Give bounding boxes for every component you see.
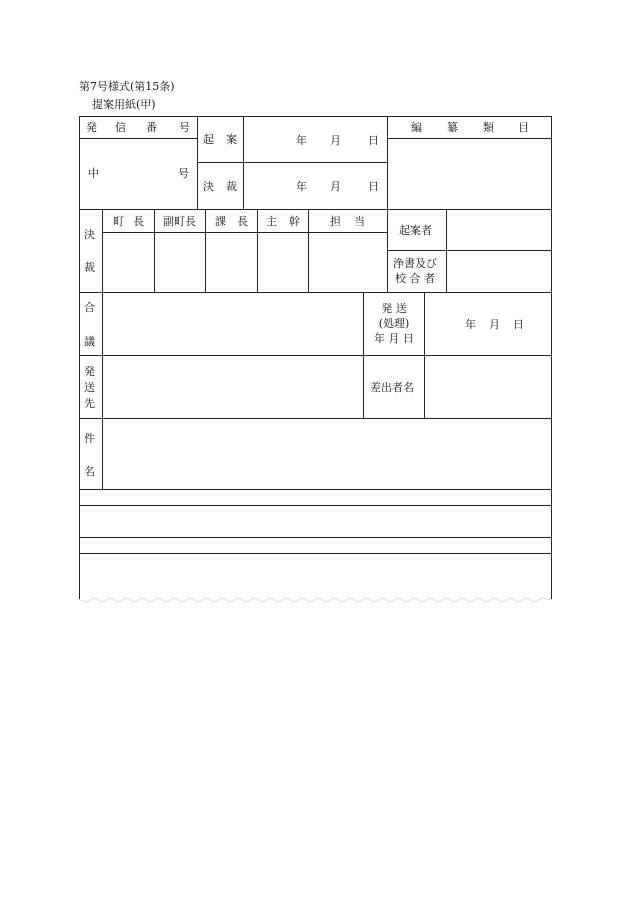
approval-column-deputy-mayor: 副町長 xyxy=(163,215,196,228)
torn-edge xyxy=(78,596,554,604)
form-number: 第7号様式(第15条) xyxy=(79,80,175,93)
drafter-label: 起案者 xyxy=(399,224,432,237)
form-title: 提案用紙(甲) xyxy=(92,98,156,111)
go-label: 号 xyxy=(178,167,189,180)
sender-name-label: 差出者名 xyxy=(370,381,414,394)
naka-label: 中 xyxy=(88,167,99,180)
